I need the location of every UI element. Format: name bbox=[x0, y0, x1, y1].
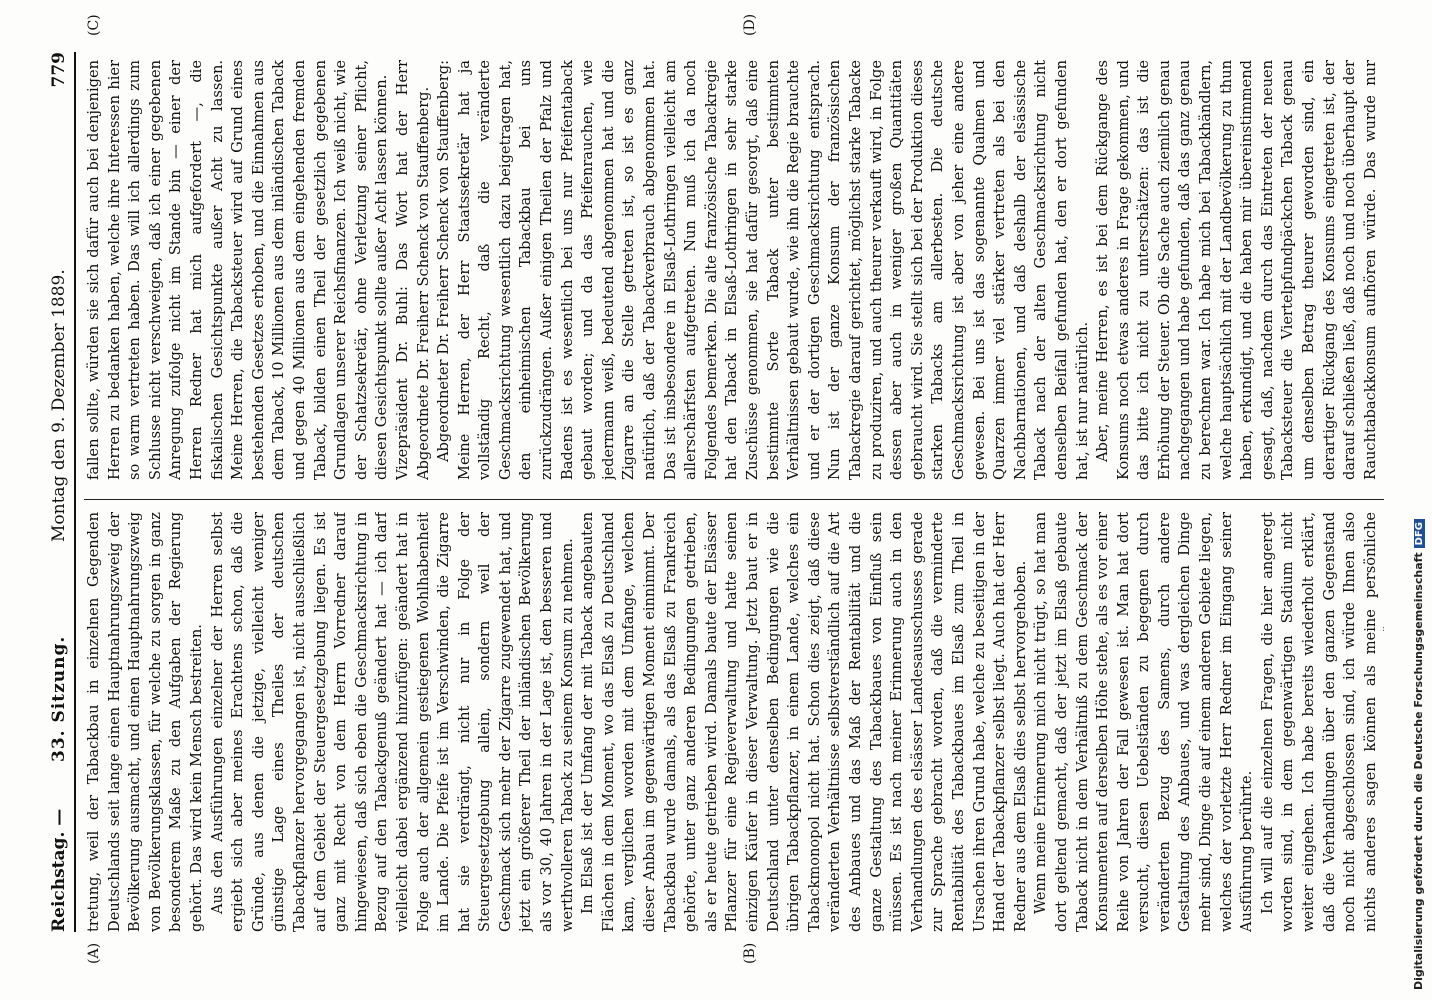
paragraph: Ich will auf die einzelnen Fragen, die hier angeregt worden sind, in dem gegenwärtigen Stadium nicht weiter eingehen. Ich habe bereits wiederholt erklärt, daß die Verhandlungen über den ganzen Gegenstand noch nicht abgeschlossen sind, ich würde Ihnen also nichts anderes sagen können als meine persönliche bbox=[1258, 512, 1379, 932]
margin-marker-a: (A) bbox=[86, 942, 102, 964]
header-session: 33. Sitzung. bbox=[49, 635, 69, 762]
paragraph: Wenn meine Erinnerung mich nicht trügt, so hat man dort geltend gemacht, daß der jetzt im Elsaß gebaute Taback nicht in dem Verhältniß zu dem Geschmack der Konsumenten auf derselben Höhe stehe, als es vor einer Reihe von Jahren der Fall gewesen ist. Man hat dort versucht, diesen Uebelständen zu begegnen durch veränderten Bezug des Samens, durch andere Gestaltung des Anbaues, und was dergleichen Dinge mehr sind, Dinge die auf einem anderen Gebiete liegen, welches der vorletzte Herr Redner im Eingang seiner Ausführung berührte. bbox=[1032, 512, 1256, 932]
column-divider bbox=[84, 499, 1384, 500]
paragraph: Abgeordneter Dr. Freiherr Schenck von Stauffenberg: Meine Herren, der Herr Staatssekretär hat ja vollständig Recht, daß die veränderte Geschmacksrichtung wesentlich dazu beigetragen hat, den einheimischen Tabackbau bei uns zurückzudrängen. Außer einigen Theilen der Pfalz und Badens ist es wesentlich bei uns nur Pfeifentaback gebaut worden; und da das Pfeifenrauchen, wie jedermann weiß, bedeutend abgenommen hat und die Zigarre an die Stelle getreten ist, so ist es ganz natürlich, daß der Tabackverbrauch abgenommen hat. Das ist insbesondere in Elsaß-Lothringen vielleicht am allerschärfsten aufgetreten. Nun muß ich da noch Folgendes bemerken. Die alte französische Tabackregie hat den Taback in Elsaß-Lothringen in sehr starke Zuschüsse genommen, sie hat dafür gesorgt, daß eine bestimmte Sorte Taback unter bestimmten Verhältnissen gebaut wurde, wie ihn die Regie brauchte und er der dortigen Geschmacksrichtung entsprach. Nun ist der ganze Konsum der französischen Tabackregie darauf gerichtet, möglichst starke Tabacke zu produziren, und auch theurer verkauft wird, in Folge dessen aber auch in weniger großen Quantitäten gebraucht wird. Sie stellt sich bei der Produktion dieses starken Tabacks am allerbesten. Die deutsche Geschmacksrichtung ist aber von jeher eine andere gewesen. Bei uns ist das sogenannte Qualmen und Quarzen immer viel stärker vertreten als bei den Nachbarnationen, und daß deshalb der elsässische Taback nach der alten Geschmacksrichtung nicht denselben Beifall gefunden hat, den er dort gefunden hat, ist nur natürlich. bbox=[435, 60, 1091, 480]
page-header bbox=[44, 52, 76, 932]
header-date: Montag den 9. Dezember 1889. bbox=[49, 269, 69, 542]
paragraph: tretung, weil der Tabackbau in einzelnen Gegenden Deutschlands seit lange einen Hauptnahrungszweig der Bevölkerung ausmacht, und einen Hauptnahrungszweig von Bevölkerungsklassen, für welche zu sorgen in ganz besonderem Maße zu den Aufgaben der Regierung gehört. Das wird kein Mensch bestreiten. bbox=[85, 512, 205, 932]
right-column bbox=[84, 60, 1384, 480]
margin-marker-c: (C) bbox=[86, 14, 102, 36]
header-title: Reichstag. — bbox=[49, 808, 69, 932]
page-number: 779 bbox=[49, 52, 69, 88]
margin-marker-b: (B) bbox=[742, 942, 758, 964]
speaker-line: Vizepräsident Dr. Buhl: Das Wort hat der Herr Abgeordnete Dr. Freiherr Schenck von Stauffenberg. bbox=[393, 60, 432, 480]
paragraph: Im Elsaß ist der Umfang der mit Taback angebauten Flächen in dem Moment, wo das Elsaß zu Deutschland kam, verglichen worden mit dem Umfange, welchen dieser Anbau im gegenwärtigen Moment einnimmt. Der Tabackbau wurde damals, als das Elsaß zu Frankreich gehörte, unter ganz anderen Bedingungen getrieben, als er heute getrieben wird. Damals baute der Elsässer Pflanzer für eine Regieverwaltung und hatte seinen einzigen Käufer in dieser Verwaltung. Jetzt baut er in Deutschland unter denselben Bedingungen wie die übrigen Tabackpflanzer, in einem Lande, welches ein Tabackmonopol nicht hat. Schon dies zeigt, daß diese veränderten Verhältnisse selbstverständlich auf die Art des Anbaues und das Maß der Rentabilität und die ganze Gestaltung des Tabackbaues von Einfluß sein müssen. Es ist nach meiner Erinnerung auch in den Verhandlungen des elsässer Landesausschusses gerade zur Sprache gebracht worden, daß die verminderte Rentabilität des Tabackbaues im Elsaß zum Theil in Ursachen ihren Grund habe, welche zu beseitigen in der Hand der Tabackpflanzer selbst liegt. Auch hat der Herr Redner aus dem Elsaß dies selbst hervorgehoben. bbox=[579, 512, 1029, 932]
dfg-logo: DFG bbox=[1414, 519, 1425, 548]
left-column bbox=[84, 512, 1384, 932]
credit-text: Digitalisierung gefördert durch die Deutsche Forschungsgemeinschaft bbox=[1412, 552, 1425, 990]
margin-marker-d: (D) bbox=[742, 13, 758, 36]
digitization-credit bbox=[1412, 519, 1425, 990]
paragraph: Aber, meine Herren, es ist bei dem Rückgange des Konsums noch etwas anderes in Frage gekommen, und das bitte ich nicht zu unterschätzen: das ist die Erhöhung der Steuer. Ob die Sache auch ziemlich genau nachgegangen und habe gefunden, daß das ganz genau zu berechnen war. Ich habe mich bei Tabackhändlern, welche hauptsächlich mit der Landbevölkerung zu thun haben, erkundigt, und die haben mir übereinstimmend gesagt, daß, nachdem durch das Eintreten der neuen Tabacksteuer die Viertelpfundpäckchen Taback genau um denselben Betrag theurer geworden sind, ein derartiger Rückgang des Konsums eingetreten ist, der darauf schließen ließ, daß noch und noch überhaupt der Rauchtabackkonsum aufhören würde. Das wurde nur bbox=[1094, 60, 1379, 480]
paragraph: fallen sollte, würden sie sich dafür auch bei denjenigen Herren zu bedanken haben, welche ihre Interessen hier so warm vertreten haben. Das will ich allerdings zum Schlusse nicht verschweigen, daß ich einer gegebenen Anregung zufolge nicht im Stande bin — einer der Herren Redner hat mich aufgefordert —, die fiskalischen Gesichtspunkte außer Acht zu lassen. Meine Herren, die Tabacksteuer wird auf Grund eines bestehenden Gesetzes erhoben, und die Einnahmen aus dem Taback, 10 Millionen aus dem inländischen Taback und gegen 40 Millionen aus dem eingehenden fremden Taback, bilden einen Theil der gesetzlich gegebenen Grundlagen unserer Reichsfinanzen. Ich weiß nicht, wie der Schatzsekretär, ohne Verletzung seiner Pflicht, diesen Gesichtspunkt sollte außer Acht lassen können. bbox=[85, 60, 391, 480]
paragraph: Aus den Ausführungen einzelner der Herren selbst ergiebt sich aber meines Erachtens schon, daß die Gründe, aus denen die jetzige, vielleicht weniger günstige Lage eines Theiles der deutschen Tabackpflanzer hervorgegangen ist, nicht ausschließlich auf dem Gebiet der Steuergesetzgebung liegen. Es ist ganz mit Recht von dem Herrn Vorredner darauf hingewiesen, daß sich eben die Geschmacksrichtung in Bezug auf den Tabackgenuß geändert hat — ich darf vielleicht dabei ergänzend hinzufügen: geändert hat in Folge auch der allgemein gestiegenen Wohlhabenheit im Lande. Die Pfeife ist im Verschwinden, die Zigarre hat sie verdrängt, nicht nur in Folge der Steuergesetzgebung allein, sondern weil der Geschmack sich mehr der Zigarre zugewendet hat, und jetzt ein größerer Theil der inländischen Bevölkerung als vor 30, 40 Jahren in der Lage ist, den besseren und werthvolleren Taback zu seinem Konsum zu nehmen. bbox=[208, 512, 576, 932]
